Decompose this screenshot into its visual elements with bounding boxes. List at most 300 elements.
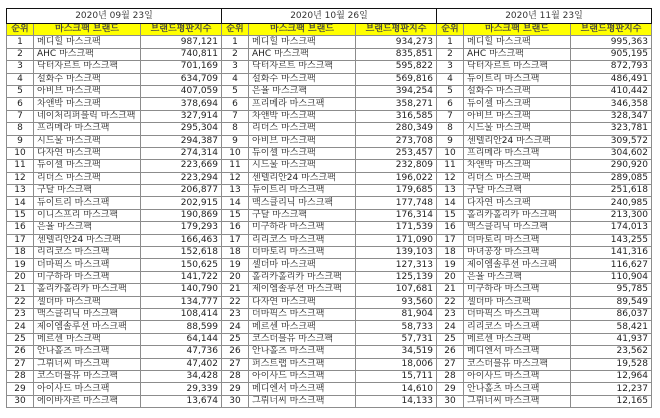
- score-cell: 12,237: [571, 383, 652, 395]
- table-row: [437, 85, 652, 97]
- table-row: [437, 358, 652, 370]
- rank-cell: 6: [222, 98, 249, 110]
- rank-cell: 4: [437, 73, 464, 85]
- brand-cell: 홀리카홀리카 마스크팩: [464, 209, 571, 221]
- rank-cell: 17: [222, 234, 249, 246]
- table-row: [222, 36, 437, 48]
- rank-cell: 12: [222, 172, 249, 184]
- table-row: [222, 197, 437, 209]
- table-row: [222, 308, 437, 320]
- rank-cell: 13: [7, 185, 34, 197]
- rank-cell: 3: [7, 61, 34, 73]
- table-row: [7, 209, 222, 221]
- score-cell: 934,273: [356, 36, 437, 48]
- score-cell: 141,722: [141, 271, 222, 283]
- brand-cell: AHC 마스크팩: [249, 48, 356, 60]
- score-cell: 346,358: [571, 98, 652, 110]
- rank-cell: 25: [7, 333, 34, 345]
- brand-cell: 미구하라 마스크팩: [249, 222, 356, 234]
- score-cell: 174,013: [571, 222, 652, 234]
- rank-cell: 27: [437, 358, 464, 370]
- score-cell: 89,549: [571, 296, 652, 308]
- brand-cell: 아비브 마스크팩: [464, 110, 571, 122]
- rank-cell: 28: [437, 370, 464, 382]
- rank-cell: 19: [222, 259, 249, 271]
- rank-cell: 16: [222, 222, 249, 234]
- rank-cell: 14: [7, 197, 34, 209]
- rank-cell: 30: [7, 395, 34, 407]
- rank-cell: 17: [437, 234, 464, 246]
- table-row: [7, 284, 222, 296]
- table-row: [222, 209, 437, 221]
- table-row: [222, 383, 437, 395]
- brand-cell: 홀리카홀리카 마스크팩: [249, 271, 356, 283]
- rank-cell: 3: [437, 61, 464, 73]
- score-cell: 18,006: [356, 358, 437, 370]
- table-row: [222, 247, 437, 259]
- rank-cell: 11: [7, 160, 34, 172]
- brand-cell: 메르센 마스크팩: [34, 333, 141, 345]
- rank-cell: 5: [222, 85, 249, 97]
- rank-cell: 11: [437, 160, 464, 172]
- score-cell: 202,915: [141, 197, 222, 209]
- brand-cell: 시드물 마스크팩: [34, 135, 141, 147]
- rank-cell: 8: [222, 123, 249, 135]
- table-row: [222, 48, 437, 60]
- brand-cell: 리리코스 마스크팩: [34, 247, 141, 259]
- brand-cell: 시드물 마스크팩: [464, 123, 571, 135]
- score-cell: 107,681: [356, 284, 437, 296]
- brand-cell: 듀이트리 마스크팩: [34, 197, 141, 209]
- table-row: [222, 284, 437, 296]
- rank-cell: 11: [222, 160, 249, 172]
- score-cell: 294,387: [141, 135, 222, 147]
- brand-cell: 맥스클리닉 마스크팩: [249, 197, 356, 209]
- col-header-rank: 순위: [222, 24, 249, 36]
- brand-cell: 메르센 마스크팩: [464, 333, 571, 345]
- brand-cell: 듀이셀 마스크팩: [34, 160, 141, 172]
- rank-cell: 1: [222, 36, 249, 48]
- brand-cell: 구달 마스크팩: [249, 209, 356, 221]
- rank-cell: 18: [7, 247, 34, 259]
- score-cell: 171,539: [356, 222, 437, 234]
- score-cell: 295,304: [141, 123, 222, 135]
- brand-cell: 셀더마 마스크팩: [464, 296, 571, 308]
- table-row: [7, 358, 222, 370]
- score-cell: 150,625: [141, 259, 222, 271]
- brand-cell: 더마토리 마스크팩: [249, 247, 356, 259]
- brand-cell: 설화수 마스크팩: [249, 73, 356, 85]
- table-row: [222, 85, 437, 97]
- table-row: [7, 234, 222, 246]
- table-row: [437, 135, 652, 147]
- score-cell: 88,599: [141, 321, 222, 333]
- brand-cell: 마녀공장 마스크팩: [464, 247, 571, 259]
- brand-cell: 은율 마스크팩: [464, 271, 571, 283]
- score-cell: 273,708: [356, 135, 437, 147]
- brand-cell: 메디힐 마스크팩: [34, 36, 141, 48]
- table-date: 2020년 11월 23일: [437, 9, 652, 24]
- table-row: [222, 296, 437, 308]
- brand-cell: 다자연 마스크팩: [249, 296, 356, 308]
- rankings-container: [6, 8, 652, 408]
- table-row: [437, 172, 652, 184]
- rank-cell: 14: [437, 197, 464, 209]
- rank-cell: 25: [437, 333, 464, 345]
- score-cell: 634,709: [141, 73, 222, 85]
- brand-cell: 메디힐 마스크팩: [464, 36, 571, 48]
- rank-cell: 26: [222, 346, 249, 358]
- brand-cell: 에이바자르 마스크팩: [34, 395, 141, 407]
- score-cell: 12,165: [571, 395, 652, 407]
- table-row: [437, 321, 652, 333]
- table-row: [437, 308, 652, 320]
- brand-cell: 셀더마 마스크팩: [34, 296, 141, 308]
- score-cell: 14,610: [356, 383, 437, 395]
- brand-cell: 아이사드 마스크팩: [249, 370, 356, 382]
- rank-cell: 4: [222, 73, 249, 85]
- col-header-rank: 순위: [7, 24, 34, 36]
- col-header-score: 브랜드평판지수: [141, 24, 222, 36]
- table-row: [7, 333, 222, 345]
- table-row: [7, 271, 222, 283]
- rank-cell: 18: [222, 247, 249, 259]
- brand-cell: 미구하라 마스크팩: [34, 271, 141, 283]
- brand-cell: 구달 마스크팩: [464, 185, 571, 197]
- brand-cell: AHC 마스크팩: [34, 48, 141, 60]
- score-cell: 34,428: [141, 370, 222, 382]
- tables-host: [6, 8, 652, 408]
- brand-cell: 다자연 마스크팩: [34, 147, 141, 159]
- score-cell: 13,674: [141, 395, 222, 407]
- table-row: [437, 370, 652, 382]
- table-row: [437, 296, 652, 308]
- table-row: [7, 61, 222, 73]
- score-cell: 152,618: [141, 247, 222, 259]
- brand-cell: 아이사드 마스크팩: [464, 370, 571, 382]
- table-row: [437, 247, 652, 259]
- brand-cell: 센텔리안24 마스크팩: [249, 172, 356, 184]
- table-row: [7, 395, 222, 407]
- rank-cell: 12: [437, 172, 464, 184]
- brand-cell: 리리코스 마스크팩: [249, 234, 356, 246]
- brand-cell: 차앤박 마스크팩: [34, 98, 141, 110]
- rank-cell: 7: [222, 110, 249, 122]
- rank-cell: 25: [222, 333, 249, 345]
- brand-cell: 아비브 마스크팩: [249, 135, 356, 147]
- score-cell: 358,271: [356, 98, 437, 110]
- brand-cell: 미구하라 마스크팩: [464, 284, 571, 296]
- brand-cell: 프리메라 마스크팩: [464, 147, 571, 159]
- table-row: [7, 135, 222, 147]
- score-cell: 171,090: [356, 234, 437, 246]
- col-header-brand: 마스크팩 브랜드: [34, 24, 141, 36]
- table-row: [7, 222, 222, 234]
- table-row: [222, 73, 437, 85]
- brand-cell: 시드물 마스크팩: [249, 160, 356, 172]
- score-cell: 206,877: [141, 185, 222, 197]
- score-cell: 166,463: [141, 234, 222, 246]
- rank-cell: 28: [222, 370, 249, 382]
- score-cell: 47,402: [141, 358, 222, 370]
- score-cell: 309,572: [571, 135, 652, 147]
- table-row: [7, 383, 222, 395]
- score-cell: 407,059: [141, 85, 222, 97]
- table-row: [222, 135, 437, 147]
- score-cell: 179,293: [141, 222, 222, 234]
- brand-cell: 네이처리퍼블릭 마스크팩: [34, 110, 141, 122]
- score-cell: 34,519: [356, 346, 437, 358]
- brand-cell: 은율 마스크팩: [249, 85, 356, 97]
- table-row: [222, 370, 437, 382]
- table-row: [437, 383, 652, 395]
- ranking-table-1: [6, 8, 222, 408]
- score-cell: 19,528: [571, 358, 652, 370]
- table-row: [222, 234, 437, 246]
- score-cell: 232,809: [356, 160, 437, 172]
- score-cell: 213,300: [571, 209, 652, 221]
- brand-cell: 제이엠솔루션 마스크팩: [34, 321, 141, 333]
- brand-cell: 메르센 마스크팩: [249, 321, 356, 333]
- table-row: [7, 98, 222, 110]
- table-row: [222, 61, 437, 73]
- brand-cell: 제이엠솔루션 마스크팩: [464, 259, 571, 271]
- table-row: [437, 395, 652, 407]
- score-cell: 64,144: [141, 333, 222, 345]
- score-cell: 253,457: [356, 147, 437, 159]
- score-cell: 190,869: [141, 209, 222, 221]
- table-row: [437, 333, 652, 345]
- table-row: [222, 110, 437, 122]
- brand-cell: 설화수 마스크팩: [464, 85, 571, 97]
- brand-cell: 리더스 마스크팩: [249, 123, 356, 135]
- table-row: [437, 73, 652, 85]
- rank-cell: 22: [222, 296, 249, 308]
- table-row: [222, 98, 437, 110]
- score-cell: 872,793: [571, 61, 652, 73]
- brand-cell: 메디엔서 마스크팩: [249, 383, 356, 395]
- rank-cell: 19: [437, 259, 464, 271]
- table-row: [222, 147, 437, 159]
- rank-cell: 23: [222, 308, 249, 320]
- rank-cell: 12: [7, 172, 34, 184]
- score-cell: 143,255: [571, 234, 652, 246]
- rank-cell: 16: [437, 222, 464, 234]
- rank-cell: 30: [437, 395, 464, 407]
- rank-cell: 8: [437, 123, 464, 135]
- rank-cell: 13: [437, 185, 464, 197]
- table-row: [437, 271, 652, 283]
- rank-cell: 27: [7, 358, 34, 370]
- rank-cell: 7: [7, 110, 34, 122]
- score-cell: 14,133: [356, 395, 437, 407]
- table-row: [7, 48, 222, 60]
- score-cell: 740,811: [141, 48, 222, 60]
- score-cell: 223,294: [141, 172, 222, 184]
- rank-cell: 26: [7, 346, 34, 358]
- rank-cell: 20: [437, 271, 464, 283]
- score-cell: 701,169: [141, 61, 222, 73]
- rank-cell: 9: [222, 135, 249, 147]
- col-header-brand: 마스크팩 브랜드: [249, 24, 356, 36]
- brand-cell: 안나홀츠 마스크팩: [34, 346, 141, 358]
- score-cell: 196,022: [356, 172, 437, 184]
- table-row: [7, 110, 222, 122]
- table-row: [222, 160, 437, 172]
- score-cell: 289,085: [571, 172, 652, 184]
- rank-cell: 29: [222, 383, 249, 395]
- score-cell: 595,822: [356, 61, 437, 73]
- brand-cell: 프리메라 마스크팩: [249, 98, 356, 110]
- table-row: [437, 160, 652, 172]
- table-row: [222, 321, 437, 333]
- score-cell: 41,937: [571, 333, 652, 345]
- table-row: [222, 259, 437, 271]
- table-row: [7, 321, 222, 333]
- brand-cell: 퍼스트랩 마스크팩: [249, 358, 356, 370]
- brand-cell: 듀이셀 마스크팩: [464, 98, 571, 110]
- brand-cell: 아비브 마스크팩: [34, 85, 141, 97]
- table-row: [7, 147, 222, 159]
- table-row: [222, 222, 437, 234]
- score-cell: 139,103: [356, 247, 437, 259]
- score-cell: 58,421: [571, 321, 652, 333]
- score-cell: 274,314: [141, 147, 222, 159]
- brand-cell: 닥터자르트 마스크팩: [34, 61, 141, 73]
- score-cell: 47,736: [141, 346, 222, 358]
- rank-cell: 16: [7, 222, 34, 234]
- brand-cell: 더마픽스 마스크팩: [464, 308, 571, 320]
- table-row: [7, 346, 222, 358]
- brand-cell: 더마픽스 마스크팩: [34, 259, 141, 271]
- col-header-brand: 마스크팩 브랜드: [464, 24, 571, 36]
- rank-cell: 9: [437, 135, 464, 147]
- score-cell: 86,037: [571, 308, 652, 320]
- rank-cell: 20: [7, 271, 34, 283]
- brand-cell: 맥스클리닉 마스크팩: [464, 222, 571, 234]
- score-cell: 835,851: [356, 48, 437, 60]
- table-row: [222, 358, 437, 370]
- brand-cell: 셀더마 마스크팩: [249, 259, 356, 271]
- col-header-rank: 순위: [437, 24, 464, 36]
- score-cell: 328,347: [571, 110, 652, 122]
- rank-cell: 27: [222, 358, 249, 370]
- brand-cell: 홀리카홀리카 마스크팩: [34, 284, 141, 296]
- table-row: [7, 308, 222, 320]
- score-cell: 95,785: [571, 284, 652, 296]
- score-cell: 127,313: [356, 259, 437, 271]
- rank-cell: 24: [437, 321, 464, 333]
- score-cell: 316,585: [356, 110, 437, 122]
- table-row: [437, 346, 652, 358]
- rank-cell: 1: [437, 36, 464, 48]
- table-row: [222, 271, 437, 283]
- brand-cell: 안나홀츠 마스크팩: [249, 346, 356, 358]
- table-row: [222, 346, 437, 358]
- brand-cell: 차앤박 마스크팩: [249, 110, 356, 122]
- score-cell: 290,920: [571, 160, 652, 172]
- score-cell: 176,314: [356, 209, 437, 221]
- brand-cell: 코스더블유 마스크팩: [34, 370, 141, 382]
- rank-cell: 21: [7, 284, 34, 296]
- rank-cell: 21: [222, 284, 249, 296]
- table-row: [7, 259, 222, 271]
- rank-cell: 1: [7, 36, 34, 48]
- brand-cell: 아이사드 마스크팩: [34, 383, 141, 395]
- score-cell: 81,904: [356, 308, 437, 320]
- score-cell: 251,618: [571, 185, 652, 197]
- score-cell: 327,914: [141, 110, 222, 122]
- brand-cell: 제이엠솔루션 마스크팩: [249, 284, 356, 296]
- score-cell: 179,685: [356, 185, 437, 197]
- table-date: 2020년 10월 26일: [222, 9, 437, 24]
- table-row: [7, 172, 222, 184]
- table-row: [437, 209, 652, 221]
- table-date: 2020년 09월 23일: [7, 9, 222, 24]
- score-cell: 125,139: [356, 271, 437, 283]
- table-row: [437, 110, 652, 122]
- score-cell: 304,602: [571, 147, 652, 159]
- brand-cell: 리더스 마스크팩: [34, 172, 141, 184]
- rank-cell: 28: [7, 370, 34, 382]
- rank-cell: 26: [437, 346, 464, 358]
- rank-cell: 7: [437, 110, 464, 122]
- score-cell: 394,254: [356, 85, 437, 97]
- rank-cell: 15: [222, 209, 249, 221]
- rank-cell: 18: [437, 247, 464, 259]
- rank-cell: 3: [222, 61, 249, 73]
- ranking-table-2: [221, 8, 437, 408]
- rank-cell: 5: [437, 85, 464, 97]
- brand-cell: 맥스클리닉 마스크팩: [34, 308, 141, 320]
- table-row: [222, 333, 437, 345]
- rank-cell: 15: [437, 209, 464, 221]
- brand-cell: 듀이셀 마스크팩: [249, 147, 356, 159]
- brand-cell: 듀이트리 마스크팩: [249, 185, 356, 197]
- rank-cell: 6: [7, 98, 34, 110]
- brand-cell: 은율 마스크팩: [34, 222, 141, 234]
- score-cell: 569,816: [356, 73, 437, 85]
- score-cell: 486,491: [571, 73, 652, 85]
- rank-cell: 29: [7, 383, 34, 395]
- rank-cell: 24: [7, 321, 34, 333]
- rank-cell: 2: [222, 48, 249, 60]
- brand-cell: 센텔리안24 마스크팩: [34, 234, 141, 246]
- rank-cell: 8: [7, 123, 34, 135]
- score-cell: 410,442: [571, 85, 652, 97]
- score-cell: 905,195: [571, 48, 652, 60]
- ranking-table-3: [436, 8, 652, 408]
- rank-cell: 2: [437, 48, 464, 60]
- brand-cell: 리더스 마스크팩: [464, 172, 571, 184]
- rank-cell: 5: [7, 85, 34, 97]
- rank-cell: 21: [437, 284, 464, 296]
- rank-cell: 10: [222, 147, 249, 159]
- score-cell: 323,781: [571, 123, 652, 135]
- score-cell: 58,733: [356, 321, 437, 333]
- rank-cell: 13: [222, 185, 249, 197]
- table-row: [7, 123, 222, 135]
- table-row: [437, 185, 652, 197]
- brand-cell: 그뤼너씨 마스크팩: [34, 358, 141, 370]
- score-cell: 378,694: [141, 98, 222, 110]
- table-row: [7, 73, 222, 85]
- score-cell: 141,316: [571, 247, 652, 259]
- score-cell: 93,560: [356, 296, 437, 308]
- score-cell: 108,414: [141, 308, 222, 320]
- brand-cell: 더마픽스 마스크팩: [249, 308, 356, 320]
- score-cell: 280,349: [356, 123, 437, 135]
